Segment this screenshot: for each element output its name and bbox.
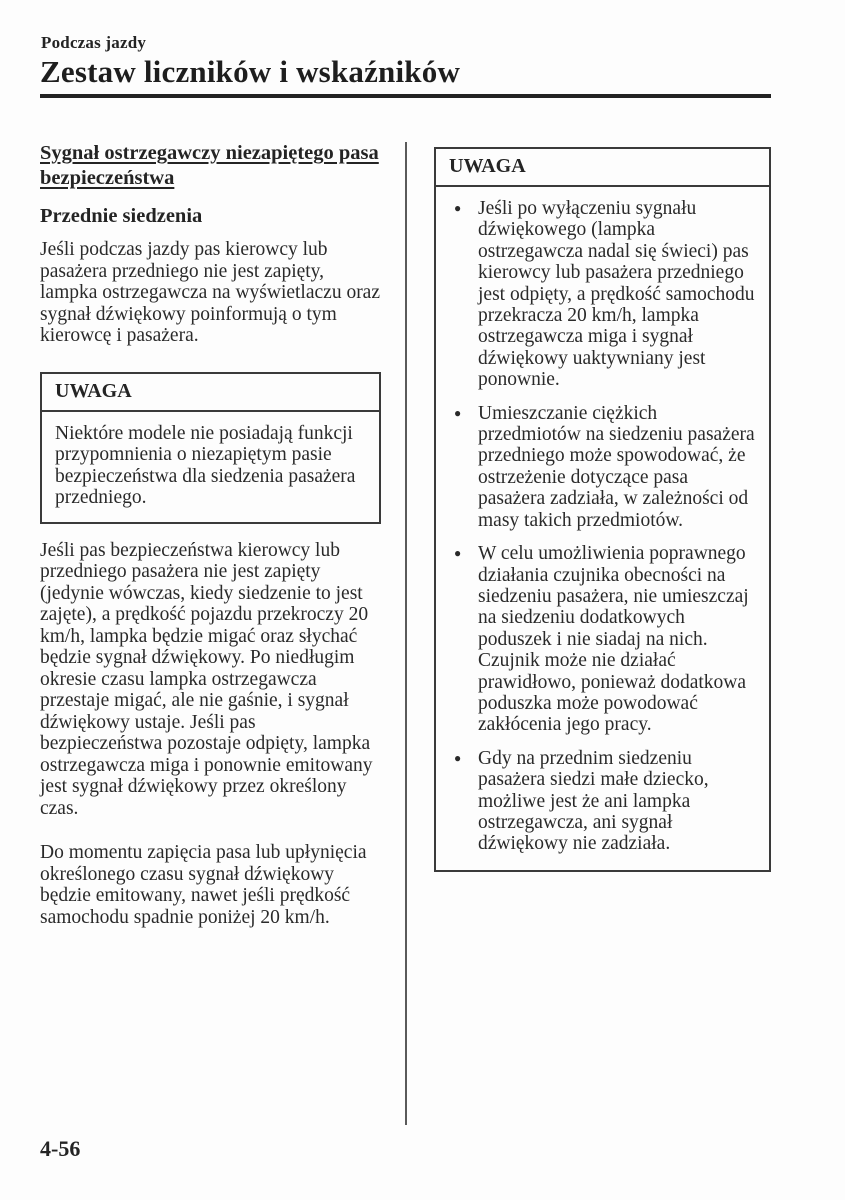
paragraph: Do momentu zapięcia pasa lub upłynięcia określonego czasu sygnał dźwiękowy będzie emitowany, nawet jeśli prędkość samochodu spadnie poniżej 20 km/h. xyxy=(40,842,367,928)
paragraph: Jeśli pas bezpieczeństwa kierowcy lub przedniego pasażera nie jest zapięty (jedynie wówczas, kiedy siedzenie to jest zajęte), a prędkość pojazdu przekroczy 20 km/h, lampka będzie migać oraz słychać będzie sygnał dźwiękowy. Po niedługim okresie czasu lampka ostrzegawcza przestaje migać, ale nie gaśnie, i sygnał dźwiękowy ustaje. Jeśli pas bezpieczeństwa pozostaje odpięty, lampka ostrzegawcza miga i ponownie emitowany jest sygnał dźwiękowy przez określony czas. xyxy=(40,539,373,819)
note-box-body: Niektóre modele nie posiadają funkcji przypomnienia o niezapiętym pasie bezpieczeństwa dla siedzenia pasażera przedniego. xyxy=(55,422,356,508)
note-box-title: UWAGA xyxy=(436,149,769,187)
page-title: Zestaw liczników i wskaźników xyxy=(40,54,461,89)
note-bullet: ● Jeśli po wyłączeniu sygnału dźwiękowego (lampka ostrzegawcza nadal się świeci) pas kierowcy lub pasażera przedniego jest odpięty, a prędkość samochodu przekracza 20 km/h, lampka ostrzegawcza miga i sygnał dźwiękowy uaktywniany jest ponownie. xyxy=(449,198,757,391)
subsection-heading: Przednie siedzenia xyxy=(40,205,203,227)
note-box xyxy=(434,147,771,872)
note-bullet: ● Gdy na przednim siedzeniu pasażera siedzi małe dziecko, możliwe jest że ani lampka ostrzegawcza, ani sygnał dźwiękowy nie zadziała. xyxy=(449,748,757,855)
note-bullet: ● Umieszczanie ciężkich przedmiotów na siedzeniu pasażera przedniego może spowodować, że ostrzeżenie dotyczące pasa pasażera zadziała, w zależności od masy takich przedmiotów. xyxy=(449,403,757,531)
page-number: 4-56 xyxy=(40,1136,81,1161)
right-column xyxy=(434,147,771,872)
note-box xyxy=(40,372,381,524)
running-header: Podczas jazdy xyxy=(41,33,147,52)
note-bullet: ● W celu umożliwienia poprawnego działania czujnika obecności na siedzeniu pasażera, nie umieszczaj na siedzeniu dodatkowych poduszek i nie siadaj na nich. Czujnik może nie działać prawidłowo, ponieważ dodatkowa poduszka może powodować zakłócenia jego pracy. xyxy=(449,543,757,736)
title-rule xyxy=(40,94,771,98)
note-box-title: UWAGA xyxy=(42,374,379,412)
column-divider xyxy=(405,142,407,1125)
note-box-body xyxy=(436,187,769,870)
section-heading: Sygnał ostrzegawczy niezapiętego pasa bezpieczeństwa xyxy=(40,142,379,189)
note-bullet-list xyxy=(449,198,757,855)
left-column xyxy=(40,141,381,928)
paragraph: Jeśli podczas jazdy pas kierowcy lub pasażera przedniego nie jest zapięty, lampka ostrzegawcza na wyświetlaczu oraz sygnał dźwiękowy poinformują o tym kierowcę i pasażera. xyxy=(40,239,380,346)
